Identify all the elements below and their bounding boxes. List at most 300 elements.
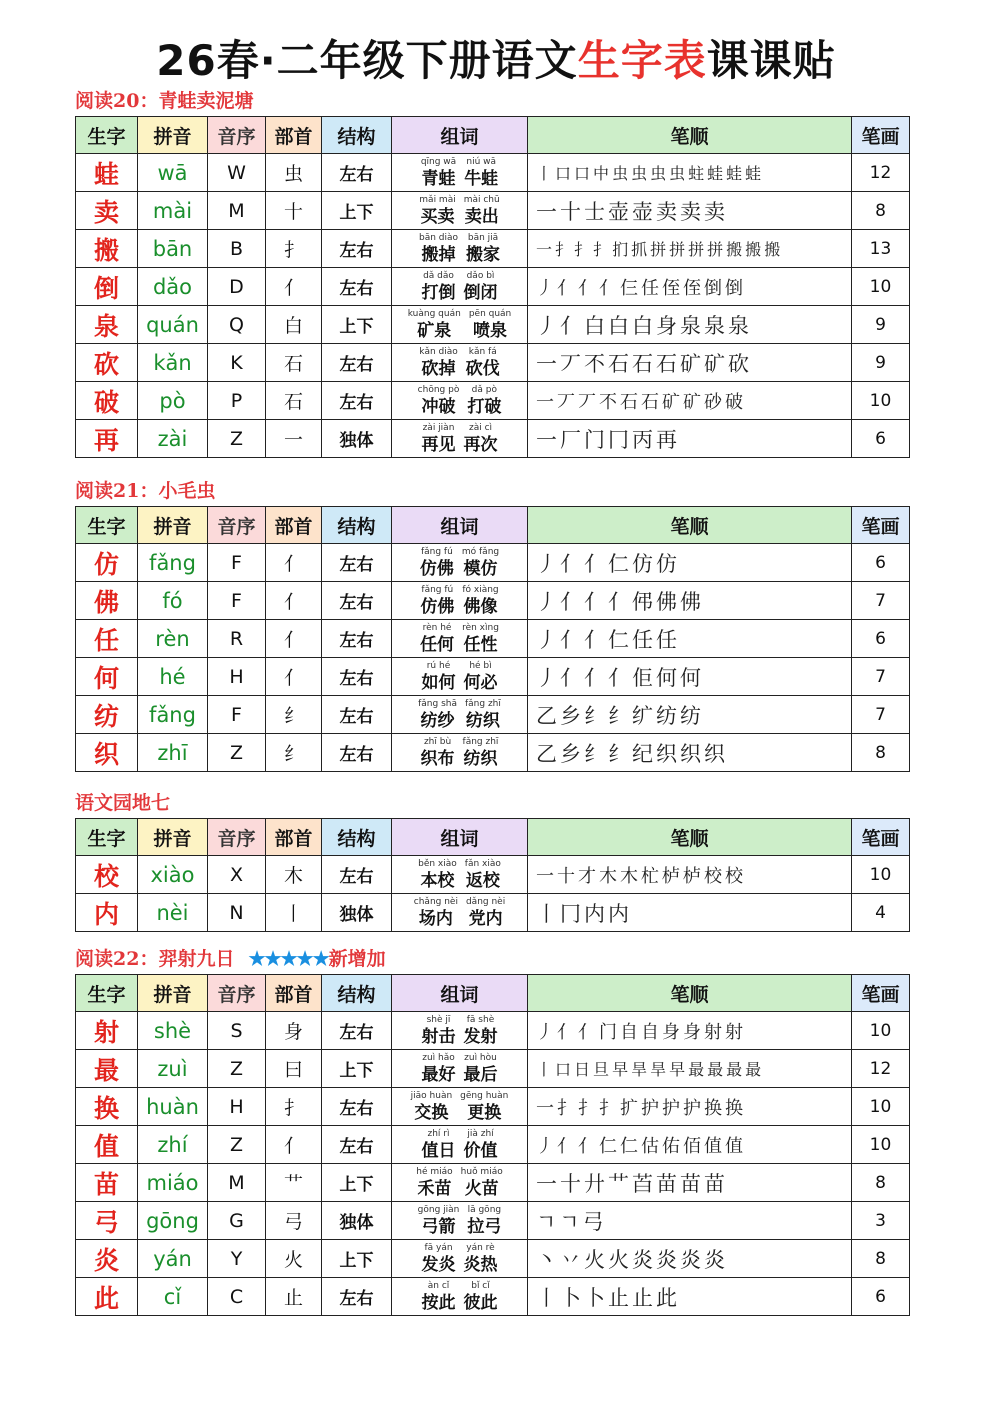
word-item [422, 1054, 456, 1084]
word-item [462, 548, 499, 578]
stroke-step: 丨 [536, 901, 557, 926]
pinyin-cell: fǎng [138, 696, 208, 734]
word-item [420, 586, 454, 616]
structure-cell: 左右 [322, 544, 392, 582]
stroke-step: 亻 [578, 1021, 596, 1043]
stroke-step: 仁 [608, 627, 629, 652]
word-pinyin: gēng huàn [460, 1090, 509, 1101]
radical-cell: 虫 [266, 154, 322, 192]
character-cell: 值 [76, 1126, 138, 1164]
section-title [75, 86, 909, 116]
header-radical: 部首 [266, 507, 322, 544]
radical-cell: 止 [266, 1278, 322, 1316]
word-item [465, 700, 501, 730]
stroke-step: 丿 [536, 589, 557, 614]
character-table [75, 116, 910, 458]
word-item [419, 234, 458, 264]
words-cell [392, 420, 528, 458]
word-pinyin: dǎ pò [471, 384, 497, 395]
stroke-step: 最 [688, 1060, 705, 1079]
character-cell: 纺 [76, 696, 138, 734]
character-cell: 破 [76, 382, 138, 420]
word-chars: 场内 [418, 908, 453, 929]
word-chars: 如何 [421, 672, 456, 693]
stroke-count-cell: 7 [852, 658, 910, 696]
stroke-step: 一 [536, 1171, 557, 1196]
stroke-step: 泉 [680, 313, 701, 338]
header-row [76, 507, 910, 544]
header-stroke-order: 笔顺 [528, 507, 852, 544]
stroke-count-cell: 6 [852, 544, 910, 582]
word-pinyin: fó xiàng [462, 584, 499, 595]
table-row [76, 154, 910, 192]
stroke-step: 虫 [650, 164, 667, 183]
word-item [469, 310, 511, 340]
word-pinyin: fǎng shā [418, 698, 457, 709]
stroke-step: 十 [557, 865, 575, 887]
initial-cell: Z [208, 734, 266, 772]
stroke-count-cell: 4 [852, 894, 910, 932]
character-cell: 弓 [76, 1202, 138, 1240]
words-cell [392, 192, 528, 230]
stroke-step: 纟 [608, 703, 629, 728]
word-chars: 发炎 [421, 1254, 456, 1275]
pinyin-cell: huàn [138, 1088, 208, 1126]
stroke-count-cell: 10 [852, 382, 910, 420]
header-stroke-order: 笔顺 [528, 975, 852, 1012]
stroke-step: 厂 [560, 427, 581, 452]
word-pinyin: yán rè [466, 1242, 495, 1253]
stroke-step: 丿 [536, 627, 557, 652]
stroke-step: 一 [536, 351, 557, 376]
header-pinyin: 拼音 [138, 117, 208, 154]
stroke-step: 抓 [631, 240, 648, 259]
radical-cell: 火 [266, 1240, 322, 1278]
stroke-count-cell: 9 [852, 306, 910, 344]
header-words: 组词 [392, 819, 528, 856]
stroke-order-cell [528, 1126, 852, 1164]
stroke-step: 扌 [578, 1097, 596, 1119]
word-chars: 织布 [420, 748, 455, 769]
character-cell: 校 [76, 856, 138, 894]
stroke-step: 乙 [536, 741, 557, 766]
word-pinyin: mó fǎng [461, 546, 500, 557]
structure-cell: 独体 [322, 894, 392, 932]
stroke-step: 门 [599, 1021, 617, 1043]
word-pinyin: bān diào [418, 232, 459, 243]
stroke-step: 亻 [557, 1021, 575, 1043]
stroke-step: ㄱ [559, 1209, 580, 1234]
radical-cell: 亻 [266, 1126, 322, 1164]
stroke-step: 木 [620, 865, 638, 887]
word-pinyin: fǎng fú [420, 546, 453, 557]
initial-cell: K [208, 344, 266, 382]
words-cell [392, 1050, 528, 1088]
stroke-order-cell [528, 582, 852, 620]
character-cell: 最 [76, 1050, 138, 1088]
word-pinyin: kǎn fá [468, 346, 497, 357]
word-item [464, 158, 498, 188]
word-item [422, 1282, 456, 1312]
word-chars: 炎热 [463, 1254, 498, 1275]
stroke-count-cell: 7 [852, 696, 910, 734]
word-chars: 纺织 [463, 748, 498, 769]
stroke-order-cell [528, 544, 852, 582]
section-title-text: 语文园地七 [75, 792, 171, 814]
word-item [422, 424, 456, 454]
word-item [420, 624, 454, 654]
stroke-step: 射 [725, 1021, 743, 1043]
word-pinyin: huǒ miáo [460, 1166, 503, 1177]
word-item [464, 662, 498, 692]
section-title-text: 阅读21：小毛虫 [75, 480, 216, 502]
word-item [466, 348, 500, 378]
word-chars: 搬家 [466, 244, 501, 265]
structure-cell: 左右 [322, 1012, 392, 1050]
structure-cell: 独体 [322, 1202, 392, 1240]
radical-cell: 一 [266, 420, 322, 458]
word-pinyin: lā gōng [467, 1204, 502, 1215]
stroke-step: 换 [725, 1097, 743, 1119]
character-cell: 卖 [76, 192, 138, 230]
words-cell [392, 1126, 528, 1164]
word-pinyin: gōng jiàn [417, 1204, 460, 1215]
stroke-step: 射 [704, 1021, 722, 1043]
word-chars: 弓箭 [421, 1216, 456, 1237]
radical-cell: 艹 [266, 1164, 322, 1202]
stroke-step: 弓 [582, 1209, 604, 1234]
pinyin-cell: zuì [138, 1050, 208, 1088]
stroke-step: 苗 [656, 1171, 677, 1196]
table-row [76, 734, 910, 772]
header-char: 生字 [76, 507, 138, 544]
initial-cell: Z [208, 1050, 266, 1088]
word-item [418, 1206, 460, 1236]
structure-cell: 左右 [322, 344, 392, 382]
stroke-step: 白 [632, 313, 653, 338]
word-chars: 返校 [465, 870, 500, 891]
structure-cell: 独体 [322, 420, 392, 458]
stroke-step: 口 [574, 164, 591, 183]
stroke-step: 佑 [662, 1135, 680, 1157]
structure-cell: 左右 [322, 1278, 392, 1316]
word-item [422, 272, 456, 302]
radical-cell: 十 [266, 192, 322, 230]
title-main: 26春·二年级下册语文 [156, 36, 578, 85]
header-stroke-count: 笔画 [852, 819, 910, 856]
header-char: 生字 [76, 975, 138, 1012]
stroke-step: 再 [656, 427, 677, 452]
structure-cell: 上下 [322, 1240, 392, 1278]
words-cell [392, 620, 528, 658]
word-item [421, 158, 456, 188]
stroke-step: 不 [599, 391, 617, 413]
character-cell: 苗 [76, 1164, 138, 1202]
section-title-text: 阅读20：青蛙卖泥塘 [75, 90, 254, 112]
word-pinyin: jiāo huàn [410, 1090, 453, 1101]
initial-cell: F [208, 696, 266, 734]
header-initial: 音序 [208, 975, 266, 1012]
stroke-step: 何 [680, 665, 701, 690]
header-radical: 部首 [266, 975, 322, 1012]
header-row [76, 117, 910, 154]
stroke-step: 搬 [726, 240, 743, 259]
stroke-count-cell: 3 [852, 1202, 910, 1240]
table-row [76, 582, 910, 620]
pinyin-cell: yán [138, 1240, 208, 1278]
stroke-step: 织 [680, 741, 701, 766]
stroke-step: 杧 [641, 865, 659, 887]
radical-cell: 扌 [266, 1088, 322, 1126]
stroke-count-cell: 8 [852, 1164, 910, 1202]
stroke-count-cell: 7 [852, 582, 910, 620]
stroke-step: 佛 [656, 589, 677, 614]
table-row [76, 1126, 910, 1164]
initial-cell: N [208, 894, 266, 932]
radical-cell: 白 [266, 306, 322, 344]
word-pinyin: shè jī [426, 1014, 451, 1025]
word-chars: 最后 [463, 1064, 498, 1085]
stroke-step: 止 [608, 1285, 629, 1310]
header-stroke-order: 笔顺 [528, 117, 852, 154]
structure-cell: 左右 [322, 620, 392, 658]
stroke-step: 亻 [608, 665, 629, 690]
stroke-step: 丨 [536, 164, 553, 183]
stroke-step: 丿 [536, 665, 557, 690]
words-cell [392, 306, 528, 344]
word-chars: 打倒 [421, 282, 456, 303]
stroke-step: 最 [726, 1060, 743, 1079]
radical-cell: 丨 [266, 894, 322, 932]
table-row [76, 306, 910, 344]
pinyin-cell: zhī [138, 734, 208, 772]
words-cell [392, 1278, 528, 1316]
stroke-step: 仿 [656, 551, 677, 576]
table-row [76, 696, 910, 734]
stroke-step: 虫 [669, 164, 686, 183]
stroke-step: 乡 [560, 741, 581, 766]
word-pinyin: fǎn xiào [464, 858, 501, 869]
pinyin-cell: nèi [138, 894, 208, 932]
word-pinyin: kǎn diào [419, 346, 458, 357]
stroke-step: 纟 [584, 703, 605, 728]
stroke-step: 十 [560, 199, 581, 224]
word-item [467, 1206, 501, 1236]
stroke-step: 仨 [620, 277, 638, 299]
stroke-count-cell: 12 [852, 1050, 910, 1088]
stroke-step: 炎 [656, 1247, 677, 1272]
stroke-step: 亻 [560, 627, 581, 652]
words-cell [392, 856, 528, 894]
word-chars: 按此 [421, 1292, 456, 1313]
stroke-step: 亻 [560, 551, 581, 576]
header-row [76, 975, 910, 1012]
stroke-step: 丿 [536, 1135, 554, 1157]
stroke-count-cell: 13 [852, 230, 910, 268]
stroke-step: 扌 [599, 1097, 617, 1119]
pinyin-cell: dǎo [138, 268, 208, 306]
words-cell [392, 1164, 528, 1202]
character-table [75, 506, 910, 772]
stroke-step: 矿 [704, 351, 725, 376]
stroke-step: 炎 [632, 1247, 653, 1272]
stroke-step: 冂 [560, 901, 581, 926]
word-chars: 模仿 [463, 558, 498, 579]
header-structure: 结构 [322, 975, 392, 1012]
word-chars: 佛像 [463, 596, 498, 617]
character-cell: 泉 [76, 306, 138, 344]
word-pinyin: hé miáo [416, 1166, 453, 1177]
stroke-step: 廾 [584, 1171, 605, 1196]
stroke-step: 拼 [669, 240, 686, 259]
stroke-step: 一 [536, 199, 557, 224]
word-item [408, 310, 461, 340]
stroke-step: 蛀 [688, 164, 705, 183]
word-pinyin: běn xiào [418, 858, 457, 869]
stroke-step: 旱 [631, 1060, 648, 1079]
word-chars: 买卖 [420, 206, 455, 227]
stroke-order-cell [528, 1088, 852, 1126]
stroke-order-cell [528, 230, 852, 268]
stroke-step: 不 [584, 351, 605, 376]
word-item [467, 386, 501, 416]
table-row [76, 894, 910, 932]
word-item [464, 1282, 498, 1312]
word-pinyin: rèn xìng [462, 622, 499, 633]
stroke-step: 织 [704, 741, 725, 766]
stroke-step: 蛙 [707, 164, 724, 183]
table-row [76, 1050, 910, 1088]
structure-cell: 上下 [322, 306, 392, 344]
word-pinyin: chǎng nèi [413, 896, 458, 907]
word-pinyin: rèn hé [422, 622, 452, 633]
table-row [76, 268, 910, 306]
word-chars: 禾苗 [417, 1178, 452, 1199]
character-cell: 换 [76, 1088, 138, 1126]
stroke-step: 火 [608, 1247, 629, 1272]
table-row [76, 658, 910, 696]
radical-cell: 弓 [266, 1202, 322, 1240]
header-structure: 结构 [322, 117, 392, 154]
pinyin-cell: zhí [138, 1126, 208, 1164]
word-item [461, 1168, 503, 1198]
structure-cell: 上下 [322, 192, 392, 230]
stroke-step: 卖 [680, 199, 701, 224]
word-item [422, 1244, 456, 1274]
words-cell [392, 544, 528, 582]
word-pinyin: fā shè [466, 1014, 495, 1025]
stroke-step: 丨 [536, 1060, 553, 1079]
word-item [422, 662, 456, 692]
stroke-step: 蛙 [726, 164, 743, 183]
word-chars: 值日 [421, 1140, 456, 1161]
stroke-step: 丆 [557, 391, 575, 413]
stroke-count-cell: 8 [852, 192, 910, 230]
stroke-step: 白 [608, 313, 629, 338]
word-item [420, 548, 454, 578]
stroke-step: 亻 [584, 627, 605, 652]
header-radical: 部首 [266, 117, 322, 154]
stroke-count-cell: 10 [852, 1012, 910, 1050]
stroke-step: 卖 [704, 199, 725, 224]
stroke-step: 估 [641, 1135, 659, 1157]
stroke-step: 拼 [650, 240, 667, 259]
stroke-count-cell: 10 [852, 1088, 910, 1126]
pinyin-cell: rèn [138, 620, 208, 658]
stroke-step: 丆 [560, 351, 581, 376]
table-row [76, 1012, 910, 1050]
header-initial: 音序 [208, 507, 266, 544]
word-item [418, 700, 457, 730]
word-pinyin: zài jiàn [422, 422, 455, 433]
header-stroke-count: 笔画 [852, 975, 910, 1012]
initial-cell: G [208, 1202, 266, 1240]
radical-cell: 木 [266, 856, 322, 894]
structure-cell: 左右 [322, 230, 392, 268]
stroke-count-cell: 10 [852, 1126, 910, 1164]
character-cell: 佛 [76, 582, 138, 620]
stroke-order-cell [528, 1012, 852, 1050]
stroke-step: 此 [656, 1285, 677, 1310]
character-table [75, 974, 910, 1316]
header-stroke-count: 笔画 [852, 507, 910, 544]
stroke-step: 门 [584, 427, 605, 452]
stroke-step: 亻 [560, 313, 581, 338]
word-pinyin: zuì hǎo [422, 1052, 455, 1063]
initial-cell: X [208, 856, 266, 894]
stroke-step: 亻 [599, 277, 617, 299]
stroke-step: 仁 [620, 1135, 638, 1157]
stroke-step: 丨 [536, 1285, 557, 1310]
word-chars: 青蛙 [421, 168, 456, 189]
page-title [0, 28, 992, 88]
header-stroke-count: 笔画 [852, 117, 910, 154]
stroke-step: 冂 [608, 427, 629, 452]
table-row [76, 856, 910, 894]
stroke-step: 丷 [560, 1247, 581, 1272]
table-row [76, 544, 910, 582]
table-row [76, 1164, 910, 1202]
stroke-count-cell: 12 [852, 154, 910, 192]
radical-cell: 曰 [266, 1050, 322, 1088]
word-item [463, 738, 499, 768]
word-item [462, 586, 498, 616]
stroke-step: 身 [656, 313, 677, 338]
stroke-step: 侄 [662, 277, 680, 299]
stroke-step: 虫 [631, 164, 648, 183]
word-pinyin: kuàng quán [407, 308, 461, 319]
stroke-step: 矿 [680, 351, 701, 376]
word-chars: 任性 [463, 634, 498, 655]
stroke-step: 石 [608, 351, 629, 376]
stroke-step: 栌 [683, 865, 701, 887]
pinyin-cell: shè [138, 1012, 208, 1050]
character-cell: 此 [76, 1278, 138, 1316]
stroke-step: 佛 [680, 589, 701, 614]
word-pinyin: bǐ cǐ [471, 1280, 490, 1291]
header-pinyin: 拼音 [138, 975, 208, 1012]
word-item [464, 1130, 498, 1160]
stroke-step: 自 [620, 1021, 638, 1043]
pinyin-cell: gōng [138, 1202, 208, 1240]
structure-cell: 左右 [322, 696, 392, 734]
initial-cell: Y [208, 1240, 266, 1278]
stroke-step: 丿 [536, 313, 557, 338]
word-chars: 砍掉 [421, 358, 456, 379]
word-chars: 射击 [421, 1026, 456, 1047]
stroke-step: 亻 [584, 589, 605, 614]
pinyin-cell: bān [138, 230, 208, 268]
